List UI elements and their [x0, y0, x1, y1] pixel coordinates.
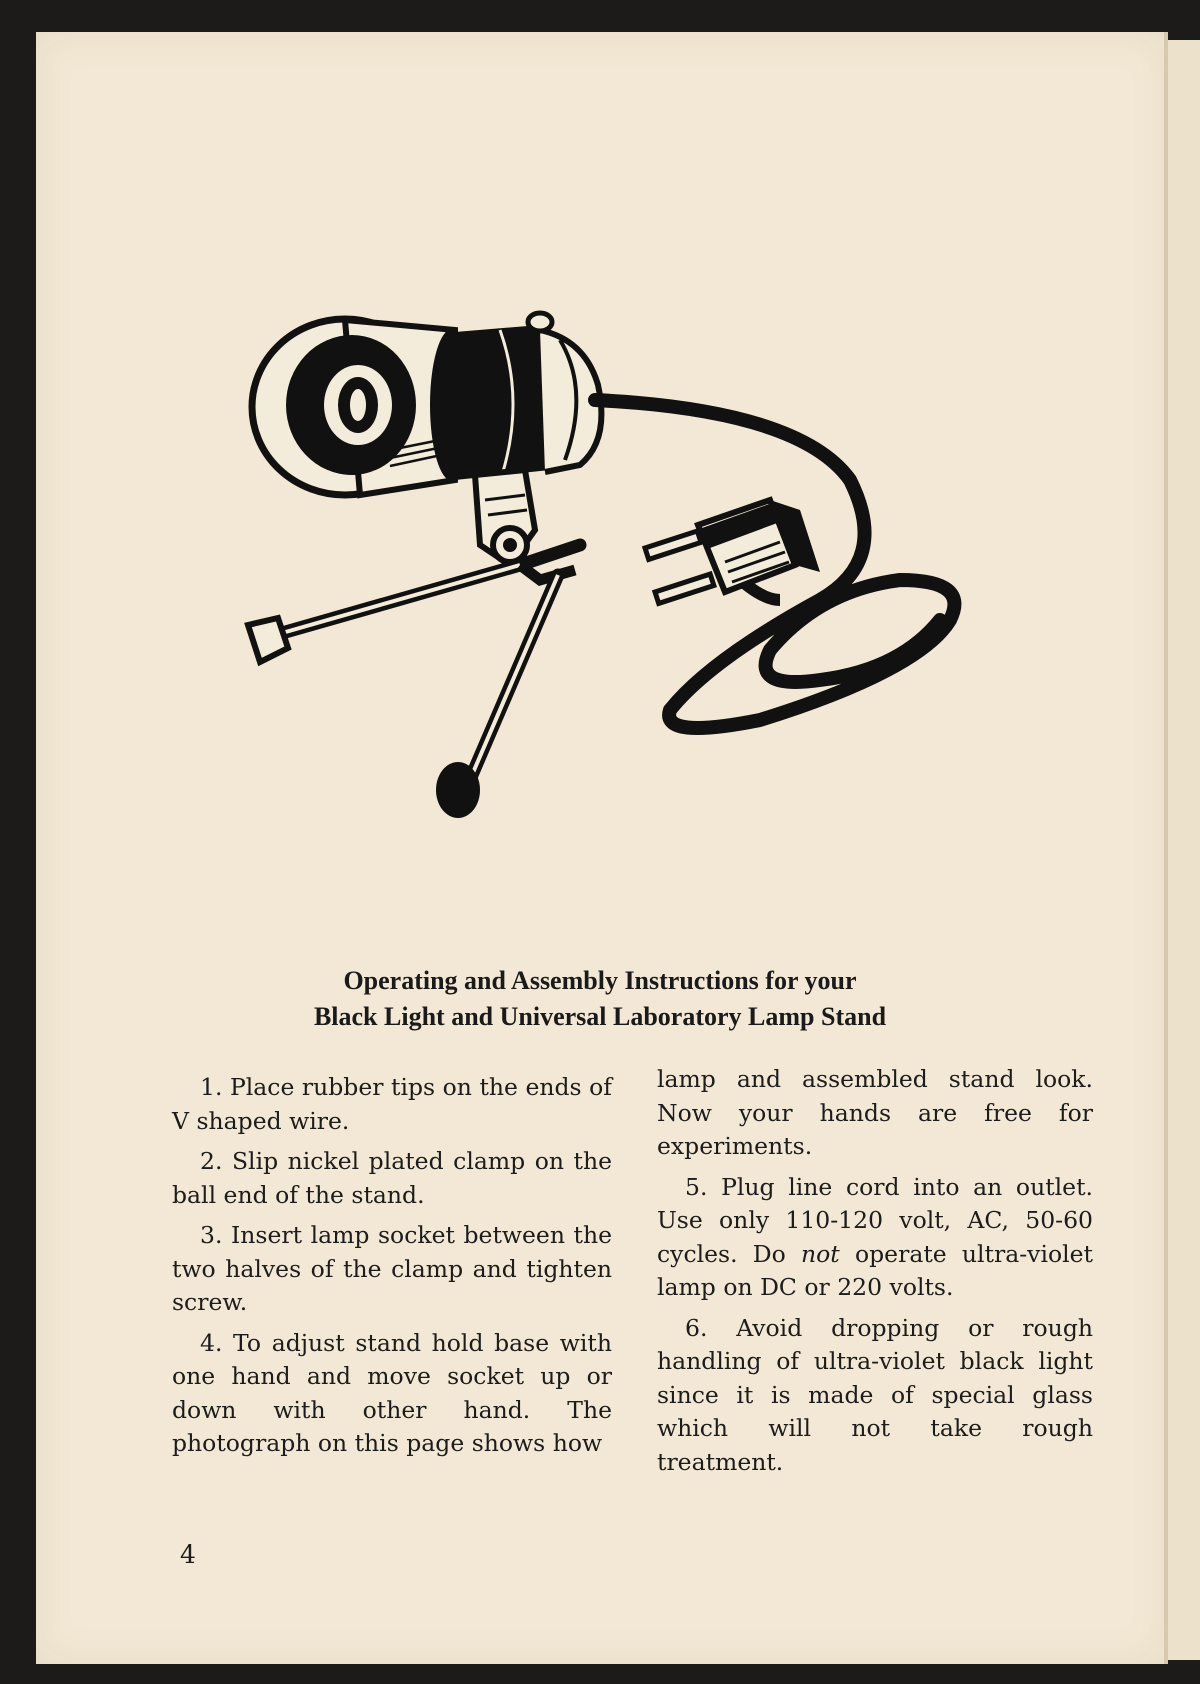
facing-page-edge — [1168, 40, 1200, 1660]
page-number: 4 — [180, 1540, 196, 1569]
nickel-plated-clamp — [475, 470, 535, 565]
instruction-step-1: 1. Place rubber tips on the ends of V shaped wire. — [172, 1073, 612, 1135]
rubber-tip — [436, 762, 480, 818]
v-shaped-wire-stand — [248, 545, 580, 818]
instructions-left-column — [172, 1071, 612, 1468]
lamp-stand-illustration — [240, 300, 1040, 870]
emphasis-not: not — [801, 1239, 840, 1268]
instruction-step-5 — [657, 1171, 1093, 1305]
instruction-step-3: 3. Insert lamp socket between the two halves of the clamp and tighten screw. — [172, 1221, 612, 1316]
instruction-step-2: 2. Slip nickel plated clamp on the ball end of the stand. — [172, 1147, 612, 1209]
instruction-step-5-part-b: operate ultra-violet lamp on DC or 220 volts. — [657, 1239, 1093, 1301]
instruction-step-4: 4. To adjust stand hold base with one hand and move socket up or down with other hand. The photograph on this page shows how — [172, 1328, 612, 1457]
instructions-heading — [200, 963, 1000, 1035]
lamp-reflector — [252, 319, 455, 495]
rubber-tip — [248, 618, 288, 662]
instruction-step-5-part-a: 5. Plug line cord into an outlet. Use only 110-120 volt, AC, 50-60 cycles. Do — [657, 1172, 1093, 1268]
lamp-socket — [430, 313, 601, 481]
instruction-step-4-continued: lamp and assembled stand look. Now your hands are free for experiments. — [657, 1065, 1093, 1160]
instruction-step-6: 6. Avoid dropping or rough handling of ultra-violet black light since it is made of special glass which will not take rough treatment. — [657, 1313, 1093, 1476]
power-plug — [645, 500, 820, 603]
heading-line-1: Operating and Assembly Instructions for your — [343, 966, 857, 995]
heading-line-2: Black Light and Universal Laboratory Lamp Stand — [313, 1002, 887, 1031]
instructions-right-column — [657, 1063, 1093, 1486]
